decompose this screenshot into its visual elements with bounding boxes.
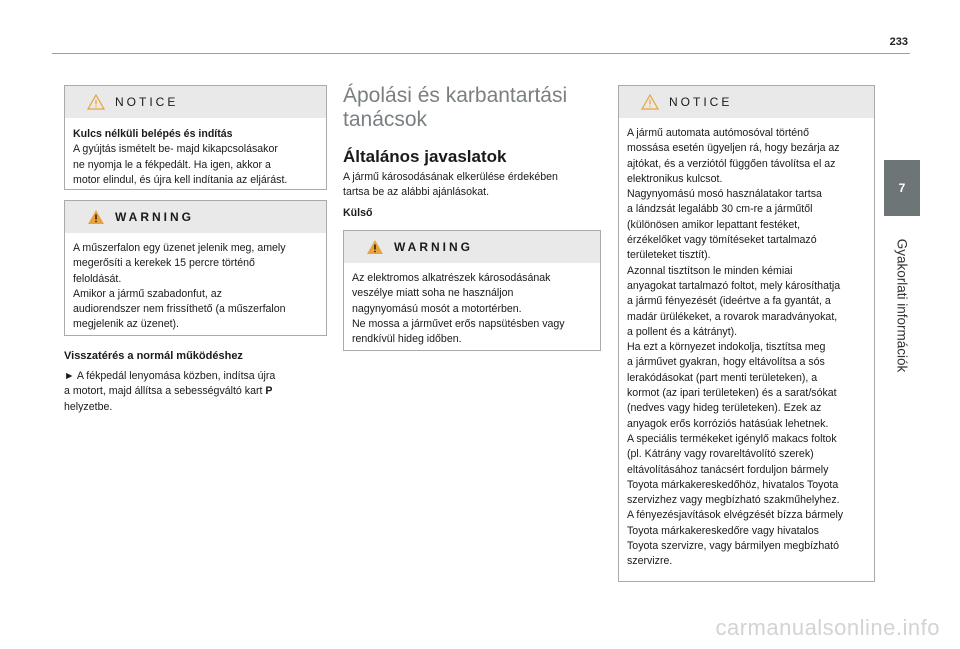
notice-box-car-wash	[618, 85, 875, 582]
warning-triangle-icon	[87, 209, 105, 225]
warning-header	[344, 231, 600, 263]
return-text-1: ► A fékpedál lenyomása közben, indítsa újra a motort, majd állítsa a sebességváltó kart	[64, 370, 276, 398]
chapter-tab: 7	[884, 160, 920, 216]
warning-box-washing	[343, 230, 601, 351]
notice-header	[65, 86, 326, 118]
notice-box-keyless	[64, 85, 327, 190]
notice-text: A jármű automata autómosóval történő mossása esetén ügyeljen rá, hogy bezárja az ajtókat, és a verziótól függően távolítsa el az elektronikus kulcsot. Nagynyomású mosó használatakor tartsa a lándzsát legalább 30 cm-re a járműtől (különösen amikor lepattant festéket, érzékelőket vagy tömítéseket tartalmazó területeket tisztít). Azonnal tisztítson le minden kémiai anyagokat tartalmazó foltot, mely károsíthatja a jármű fényezését (ideértve a fa gyantát, a madár ürülékeket, a rovarok maradványokat, a pollent és a kátrányt). Ha ezt a környezet indokolja, tisztítsa meg a járművet gyakran, hogy eltávolítsa a sós lerakódásokat (part menti területeken), a kormot (az ipari területeken) és a sarat/sókat (nedves vagy hideg területeken). Ezek az anyagok erős korróziós hatásúak lehetnek. A speciális termékeket igénylő makacs foltok (pl. Kátrány vagy rovareltávolító szerek) eltávolításához tanácsért forduljon bármely Toyota márkakereskedőhöz, hivatalos Toyota szervizhez vagy megbízható szakműhelyhez. A fényezésjavítások elvégzését bízza bármely Toyota márkakereskedőre vagy hivatalos Toyota szervizre, vagy bármilyen megbízható szervizre.	[627, 127, 844, 568]
exterior-heading: Külső	[343, 207, 373, 219]
caution-triangle-icon	[641, 94, 659, 110]
notice-body	[65, 118, 326, 188]
chapter-title	[884, 225, 920, 385]
watermark: carmanualsonline.info	[715, 615, 940, 640]
header-divider	[52, 53, 910, 54]
warning-text: A műszerfalon egy üzenet jelenik meg, amely megerősíti a kerekek 15 percre történő feloldását. Amikor a jármű szabadonfut, az audiorendszer nem frissíthető (a műszerfalon megjelenik az üzenet).	[73, 242, 286, 331]
caution-triangle-icon	[87, 94, 105, 110]
section-title-line2: tanácsok	[343, 108, 428, 131]
warning-header	[65, 201, 326, 233]
section-title-line1: Ápolási és karbantartási	[343, 84, 568, 107]
notice-text: A gyújtás ismételt be- majd kikapcsolásakor ne nyomja le a fékpedált. Ha igen, akkor a motor elindul, és újra kell indítania az eljárást.	[73, 143, 288, 186]
warning-label: WARNING	[115, 210, 194, 224]
notice-label: NOTICE	[669, 95, 733, 109]
general-intro: A jármű károsodásának elkerülése érdekében tartsa be az alábbi ajánlásokat.	[343, 171, 558, 199]
return-heading: Visszatérés a normál működéshez	[64, 350, 243, 362]
section-title	[343, 84, 603, 132]
return-instruction	[64, 369, 327, 415]
warning-box-wheels	[64, 200, 327, 336]
gear-p: P	[265, 385, 273, 398]
return-text-2: helyzetbe.	[64, 400, 113, 413]
notice-header	[619, 86, 874, 118]
general-advice-heading: Általános javaslatok	[343, 147, 507, 166]
notice-heading: Kulcs nélküli belépés és indítás	[73, 128, 233, 140]
warning-label: WARNING	[394, 240, 473, 254]
notice-label: NOTICE	[115, 95, 179, 109]
page-number: 233	[889, 36, 908, 48]
chapter-title-text: Gyakorlati információk	[894, 238, 910, 372]
warning-text: Az elektromos alkatrészek károsodásának veszélye miatt soha ne használjon nagynyomású mosót a motortérben. Ne mossa a járművet erős napsütésben vagy rendkívül hideg időben.	[352, 272, 565, 346]
warning-triangle-icon	[366, 239, 384, 255]
